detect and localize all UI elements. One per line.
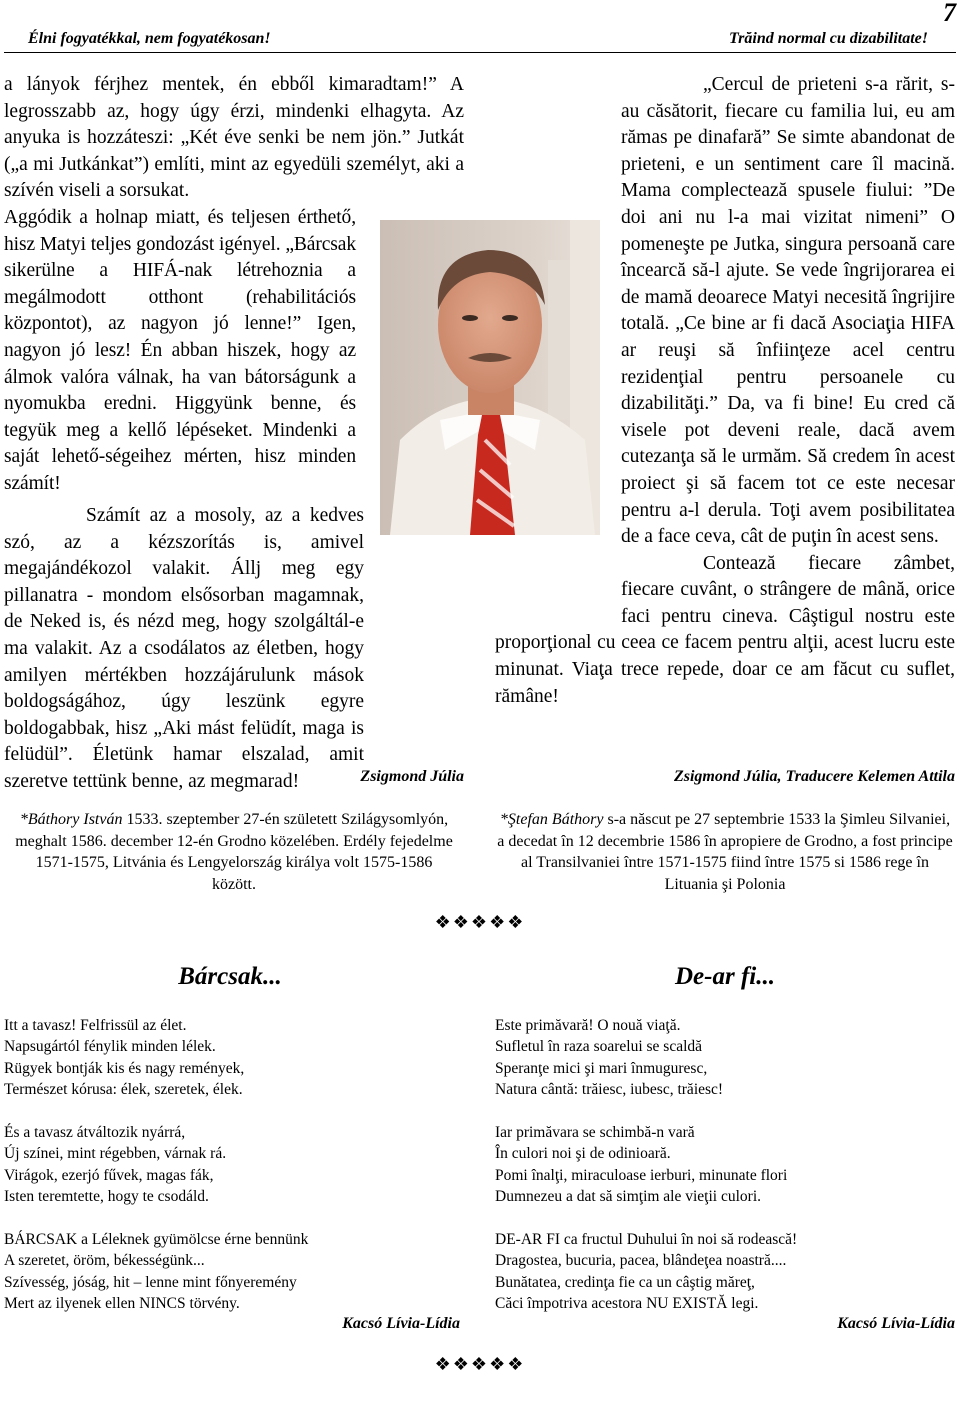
poem-title-romanian: De-ar fi...: [675, 963, 775, 990]
poem-line: És a tavasz átváltozik nyárrá,: [4, 1124, 186, 1142]
hungarian-signature: Zsigmond Júlia: [360, 768, 464, 785]
hungarian-footnote: [14, 809, 454, 895]
romanian-float-spacer: [495, 205, 621, 605]
stanza-gap: [495, 1101, 955, 1122]
stanza-gap: [4, 1208, 464, 1229]
poem-line: Dragostea, bucuria, pacea, blândeţea noastră....: [495, 1252, 787, 1270]
romanian-paragraph-2: Contează fiecare zâmbet, fiecare cuvânt, o strângere de mână, orice faci pentru cineva. Câştigul nostru este proporţional cu ceea ce facem pentru alţii, acest lucru este minunat. Viaţa trece repede, doar ce am făcut cu suflet, rămâne!: [495, 552, 955, 707]
poem-line: Iar primăvara se schimbă-n vară: [495, 1124, 695, 1142]
hungarian-footnote-text: 1533. szeptember 27-én született Szilágysomlyón, meghalt 1586. december 12-én Grodno közelében. Erdély fejedelme 1571-1575, Litvánia és Lengyelország királya volt 1575-1586 között.: [15, 811, 453, 893]
poem-line: Speranţe mici şi mari înmuguresc,: [495, 1059, 708, 1077]
running-header-romanian: Trăind normal cu dizabilitate!: [729, 30, 928, 47]
poem-line: Természet kórusa: élek, szeretek, élek.: [4, 1081, 243, 1099]
poem-line: Căci împotriva acestora NU EXISTĂ legi.: [495, 1295, 759, 1313]
poem-line: Sufletul în raza soarelui se scaldă: [495, 1038, 703, 1056]
poem-line: A szeretet, öröm, békességünk...: [4, 1252, 205, 1270]
poem-title-hungarian: Bárcsak...: [178, 963, 282, 990]
hungarian-paragraph-1: a lányok férjhez mentek, én ebből kimaradtam!” A legrosszabb az, hogy úgy érzi, mindenki elhagyta. Az anyuka is hozzáteszi: „Két éve senki be nem jön.” Jutkát („a mi Jutkánkat”) említi, mint az egyedüli személyt, aki a szívén viseli a sorsukat.: [4, 74, 464, 202]
page-number: 7: [943, 0, 956, 27]
poem-romanian: [495, 1015, 955, 1315]
poem-line: Natura cântă: trăiesc, iubesc, trăiesc!: [495, 1081, 724, 1099]
stanza-gap: [4, 1101, 464, 1122]
poem-line: Isten teremtette, hogy te csodáld.: [4, 1188, 209, 1206]
separator-ornament-bottom: ❖❖❖❖❖: [434, 1354, 526, 1374]
poem-line: Itt a tavasz! Felfrissül az élet.: [4, 1017, 187, 1034]
romanian-article: [495, 72, 955, 710]
romanian-footnote-text: s-a născut pe 27 septembrie 1533 la Şimleu Silvaniei, a decedat în 12 decembrie 1586 în apropiere de Grodno, a fost principe al Transilvaniei între 1571-1575 fiind între 1575 si 1586 rege în Lituania şi Polonia: [497, 811, 953, 893]
poem-line: Dumnezeu a dat să simţim ale vieţii culori.: [495, 1188, 762, 1206]
poem-hungarian: [4, 1015, 464, 1315]
poem-line: Pomi înalţi, miraculoase ierburi, minunate flori: [495, 1166, 788, 1184]
hungarian-paragraph-3: Számít az a mosoly, az a kedves szó, az a kézszorítás is, amivel megajándékozol valakit. Állj meg egy pillanatra - mondom elsősorban magamnak, de Neked is, és nézd meg, hogy szolgáltál-e ma valakit. Az a csodálatos az életben, hogy amilyen mértékben hozzájárulunk mások boldogságához, úgy leszünk egyre boldogabbak, hisz „Aki mást felüdít, maga is felüdül”. Életünk hamar elszalad, amit szeretve tettünk benne, az megmarad!: [4, 505, 364, 792]
poem-line: DE-AR FI ca fructul Duhului în noi să rodească!: [495, 1231, 798, 1249]
stanza-gap: [495, 1208, 955, 1229]
poem-line: Virágok, ezerjó fűvek, magas fák,: [4, 1166, 214, 1184]
hungarian-footnote-name: *Báthory István: [19, 811, 123, 828]
poem-author-romanian: Kacsó Lívia-Lídia: [837, 1315, 955, 1332]
hungarian-article-top: [4, 72, 464, 205]
poem-line: Rügyek bontják kis és nagy remények,: [4, 1059, 245, 1077]
separator-ornament-top: ❖❖❖❖❖: [434, 912, 526, 932]
romanian-signature: Zsigmond Júlia, Traducere Kelemen Attila: [673, 768, 955, 785]
poem-line: Bunătatea, credinţa fie ca un câştig măreţ,: [495, 1273, 755, 1291]
poem-author-hungarian: Kacsó Lívia-Lídia: [342, 1315, 460, 1332]
poem-line: Új színei, mint régebben, várnak rá.: [4, 1145, 227, 1163]
poem-line: Szívesség, jóság, hit – lenne mint főnyeremény: [4, 1273, 297, 1291]
poem-line: Este primăvară! O nouă viaţă.: [495, 1017, 681, 1034]
header-rule: [4, 52, 956, 53]
poem-line: Mert az ilyenek ellen NINCS törvény.: [4, 1295, 240, 1313]
poem-line: BÁRCSAK a Léleknek gyümölcse érne bennünk: [4, 1231, 309, 1249]
hungarian-article-wrap: [4, 205, 356, 498]
romanian-paragraph-1: „Cercul de prieteni s-a rărit, s-au căsătorit, fiecare cu familia lui, eu am rămas pe dinafară” Se simte abandonat de prieteni, e un sentiment care îl macină. Mama complectează spusele fiului: ”De doi ani nu l-a mai vizitat nimeni” O pomeneşte pe Jutka, singura persoană care încearcă să-l ajute. Se vede îngrijorarea ei de mamă deoarece Matyi necesită îngrijire totală. „Ce bine ar fi dacă Asociaţia HIFA ar reuşi să înfiinţeze acel centru rezidenţial pentru persoanele cu dizabilităţi.” Da, va fi bine! Eu cred că visele pot deveni reale, dacă avem cutezanţa să le urmăm. Să credem în acest proiect şi să facem tot ce este necesar pentru a-l derula. Toţi avem posibilitatea de a face ceva, cât de puţin în acest sens.: [621, 74, 955, 548]
romanian-footnote: [495, 809, 955, 895]
running-header-hungarian: Élni fogyatékkal, nem fogyatékosan!: [28, 30, 271, 47]
hungarian-article-bottom: [4, 503, 464, 796]
romanian-footnote-name: *Ştefan Báthory: [499, 811, 604, 828]
poem-line: În culori noi şi de odinioară.: [495, 1145, 671, 1163]
poem-line: Napsugártól fénylik minden lélek.: [4, 1038, 216, 1056]
hungarian-paragraph-2: Aggódik a holnap miatt, és teljesen érthető, hisz Matyi teljes gondozást igényel. „Bárcsak sikerülne a HIFÁ-nak létrehoznia a megálmodott otthont (rehabilitációs központot), az nagyon jó lenne!” Igen, nagyon jó lesz! Én abban hiszek, hogy az álmok valóra válnak, ha van bátorságunk a nyomukba eredni. Higgyünk benne, és tegyük meg a kellő lépéseket. Mindenki a saját lehető-ségeihez mérten, hisz minden számít!: [4, 207, 356, 494]
